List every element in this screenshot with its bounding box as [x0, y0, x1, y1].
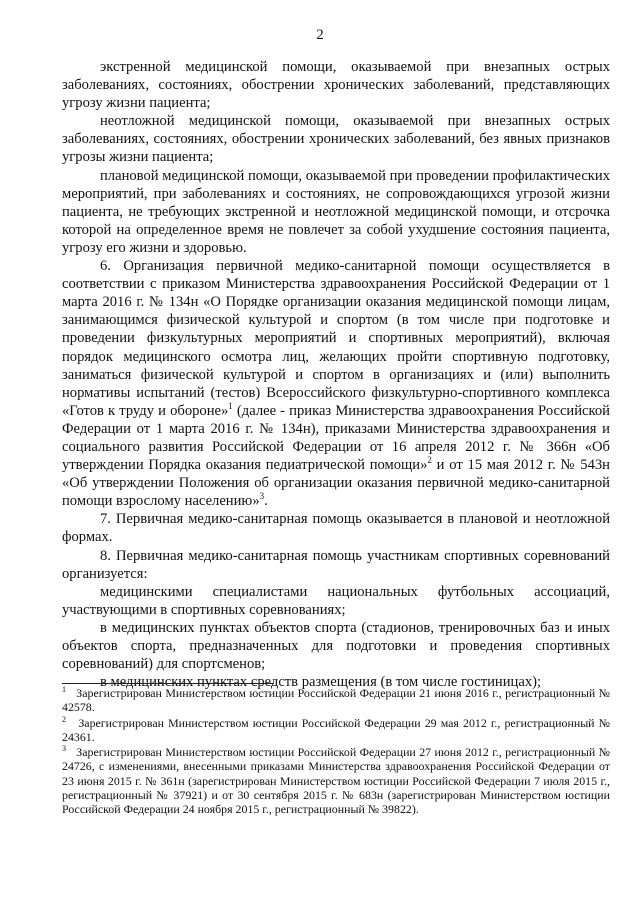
paragraph-emergency-care: экстренной медицинской помощи, оказываемой при внезапных острых заболеваниях, состояниях, обострении хронических заболеваний, представляющих угрозу жизни пациента; [62, 59, 610, 112]
footnote-text-3: Зарегистрирован Министерством юстиции Российской Федерации 27 июня 2012 г., регистрационный № 24726, с изменениями, внесенными приказами Министерства здравоохранения Российской Федерации от 23 июня 2015 г. № 361н (зарегистрирован Министерством юстиции Российской Федерации 7 июля 2015 г., регистрационный № 37921) и от 30 сентября 2015 г. № 683н (зарегистрирован Министерством юстиции Российской Федерации 24 ноября 2015 г., регистрационный № 39822). [62, 745, 611, 817]
footnote-ref-3: 3 [259, 491, 265, 502]
footnote-mark-1: 1 [62, 685, 66, 695]
item-6-text-b: (далее - приказ Министерства здравоохранения Российской Федерации от 1 марта 2016 г. № 134н), приказами Министерства здравоохранения и социального развития Российской Федерации от 16 апреля 2012 г. № 366н «Об утверждении Порядка оказания педиатрической помощи» [62, 402, 610, 474]
footnote-3 [62, 745, 610, 816]
footnote-text-2: Зарегистрирован Министерством юстиции Российской Федерации 29 мая 2012 г., регистрационный № 24361. [62, 715, 610, 744]
footnote-mark-2: 2 [62, 714, 66, 724]
paragraph-item-6 [62, 257, 610, 510]
footnote-text-1: Зарегистрирован Министерством юстиции Российской Федерации 21 июня 2016 г., регистрационный № 42578. [62, 686, 611, 715]
footnote-1 [62, 686, 610, 715]
paragraph-planned-care: плановой медицинской помощи, оказываемой при проведении профилактических мероприятий, при заболеваниях и состояниях, не сопровождающихся угрозой жизни пациента, не требующих экстренной и неотложной медицинской помощи, и отсрочка которой на определенное время не повлечет за собой ухудшение состояния пациента, угрозу его жизни и здоровью. [62, 167, 610, 256]
paragraph-urgent-care: неотложной медицинской помощи, оказываемой при внезапных острых заболеваниях, состояниях, обострении хронических заболеваний, без явных признаков угрозы жизни пациента; [62, 113, 610, 166]
footnote-ref-1: 1 [228, 400, 233, 411]
footnote-mark-3: 3 [62, 744, 66, 754]
item-6-text-a: 6. Организация первичной медико-санитарной помощи осуществляется в соответствии с приказом Министерства здравоохранения Российской Федерации от 1 марта 2016 г. № 134н «О Порядке организации оказания медицинской помощи лицам, занимающимся физической культурой и спортом (в том числе при подготовке и проведении физкультурных мероприятий и спортивных мероприятий), включая порядок медицинского осмотра лиц, желающих пройти спортивную подготовку, заниматься физической культурой и спортом в организациях и (или) выполнить нормативы испытаний (тестов) Всероссийского физкультурно-спортивного комплекса «Готов к труду и обороне» [62, 258, 610, 419]
item-6-text-d: . [264, 493, 268, 510]
item-6-text-c: и от 15 мая 2012 г. № 543н «Об утверждении Положения об организации оказания первичной медико-санитарной помощи взрослому населению» [62, 457, 610, 510]
footnotes [62, 686, 610, 818]
paragraph-national-associations: медицинскими специалистами национальных футбольных ассоциаций, участвующими в спортивных соревнованиях; [62, 583, 610, 618]
footnote-ref-2: 2 [427, 455, 432, 466]
paragraph-sport-facilities: в медицинских пунктах объектов спорта (стадионов, тренировочных баз и иных объектов спорта, предназначенных для подготовки и проведения спортивных соревнований) для спортсменов; [62, 619, 610, 673]
paragraph-item-7: 7. Первичная медико-санитарная помощь оказывается в плановой и неотложной формах. [62, 511, 610, 546]
paragraph-accommodation: в медицинских пунктах средств размещения (в том числе гостиницах); [100, 674, 542, 691]
paragraph-item-8: 8. Первичная медико-санитарная помощь участникам спортивных соревнований организуется: [62, 547, 610, 582]
footnote-separator [62, 683, 274, 684]
page-number: 2 [316, 27, 324, 43]
document-body [62, 58, 610, 691]
footnote-2 [62, 716, 610, 745]
